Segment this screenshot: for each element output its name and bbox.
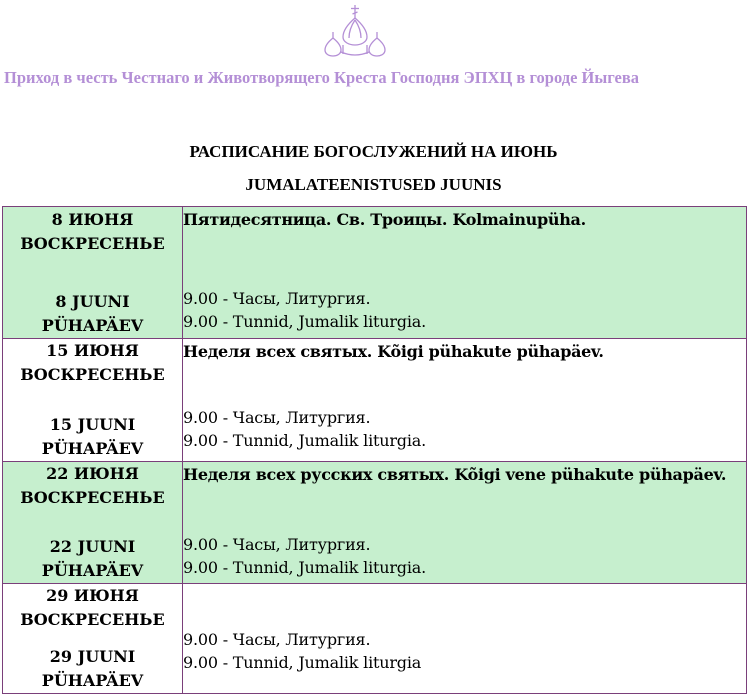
service-ru: 9.00 - Часы, Литургия. [183, 408, 371, 427]
ru-date: 29 ИЮНЯ [46, 586, 139, 605]
ru-date: 22 ИЮНЯ [46, 464, 139, 483]
info-cell [183, 339, 747, 462]
table-row [3, 584, 747, 694]
service-et: 9.00 - Tunnid, Jumalik liturgia. [183, 558, 426, 577]
church-domes-icon [322, 4, 388, 60]
et-day: PÜHAPÄEV [41, 671, 144, 690]
parish-name: Приход в честь Честнаго и Животворящего Креста Господня ЭПХЦ в городе Йыгева [4, 68, 640, 87]
schedule-table [2, 206, 747, 694]
table-row [3, 207, 747, 339]
ru-day: ВОСКРЕСЕНЬЕ [20, 234, 165, 253]
et-day: PÜHAPÄEV [41, 316, 144, 335]
feast-name: Неделя всех святых. Kõigi pühakute pühapäev. [183, 342, 604, 361]
info-cell [183, 462, 747, 584]
date-cell [3, 207, 183, 339]
service-ru: 9.00 - Часы, Литургия. [183, 630, 371, 649]
table-row [3, 462, 747, 584]
date-cell [3, 462, 183, 584]
service-ru: 9.00 - Часы, Литургия. [183, 535, 371, 554]
ru-date: 15 ИЮНЯ [46, 341, 139, 360]
info-cell [183, 584, 747, 694]
ru-day: ВОСКРЕСЕНЬЕ [20, 488, 165, 507]
table-row [3, 339, 747, 462]
feast-name: Неделя всех русских святых. Kõigi vene pühakute pühapäev. [183, 465, 727, 484]
service-et: 9.00 - Tunnid, Jumalik liturgia. [183, 312, 426, 331]
et-date: 8 JUUNI [55, 292, 130, 311]
schedule-title-ru: РАСПИСАНИЕ БОГОСЛУЖЕНИЙ НА ИЮНЬ [189, 142, 558, 161]
ru-day: ВОСКРЕСЕНЬЕ [20, 365, 165, 384]
et-date: 22 JUUNI [49, 537, 136, 556]
ru-day: ВОСКРЕСЕНЬЕ [20, 610, 165, 629]
date-cell [3, 339, 183, 462]
date-cell [3, 584, 183, 694]
ru-date: 8 ИЮНЯ [51, 210, 134, 229]
feast-name: Пятидесятница. Св. Троицы. Kolmainupüha. [183, 210, 586, 229]
feast-name [183, 585, 746, 608]
service-et: 9.00 - Tunnid, Jumalik liturgia [183, 653, 422, 672]
et-day: PÜHAPÄEV [41, 561, 144, 580]
service-ru: 9.00 - Часы, Литургия. [183, 289, 371, 308]
service-et: 9.00 - Tunnid, Jumalik liturgia. [183, 431, 426, 450]
info-cell [183, 207, 747, 339]
schedule-title-et: JUMALATEENISTUSED JUUNIS [245, 175, 502, 194]
et-date: 29 JUUNI [49, 647, 136, 666]
et-day: PÜHAPÄEV [41, 439, 144, 458]
et-date: 15 JUUNI [49, 415, 136, 434]
